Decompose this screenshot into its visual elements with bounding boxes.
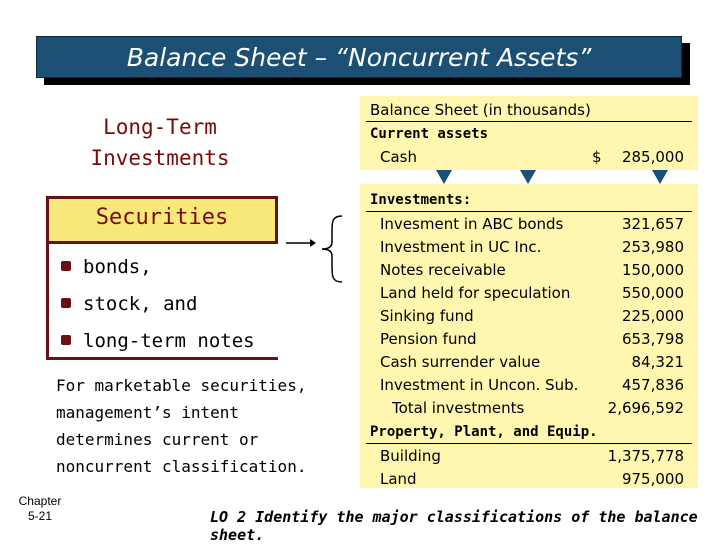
total-investments-label: Total investments — [392, 399, 525, 417]
investment-label: Investment in Uncon. Sub. — [380, 376, 579, 394]
investment-value: 84,321 — [631, 353, 684, 371]
divider — [366, 121, 692, 122]
triangle-down-icon — [652, 170, 668, 184]
investment-value: 321,657 — [621, 215, 684, 233]
bullet-icon — [61, 261, 71, 271]
list-item — [61, 330, 255, 352]
heading-line-2: Investments — [90, 146, 230, 170]
note-line: management’s intent — [56, 403, 240, 422]
securities-list — [46, 244, 278, 360]
investment-label: Investment in UC Inc. — [380, 238, 542, 256]
investment-value: 150,000 — [621, 261, 684, 279]
chapter-label — [10, 494, 70, 524]
title-bar — [36, 36, 682, 78]
learning-objective: LO 2 Identify the major classifications of the balance sheet. — [210, 508, 698, 544]
cash-currency: $ — [592, 148, 602, 166]
investment-label: Notes receivable — [380, 261, 506, 279]
investments-heading: Investments: — [370, 192, 472, 208]
list-item — [61, 293, 197, 315]
cash-label: Cash — [380, 148, 417, 166]
current-assets-heading: Current assets — [370, 126, 489, 142]
heading-line-1: Long-Term — [103, 115, 217, 139]
investment-value: 225,000 — [621, 307, 684, 325]
list-item — [61, 256, 152, 278]
investment-value: 253,980 — [621, 238, 684, 256]
triangle-down-icon — [520, 170, 536, 184]
balance-sheet-header — [370, 101, 591, 119]
investment-label: Land held for speculation — [380, 284, 571, 302]
securities-box — [46, 196, 278, 244]
note-line: determines current or — [56, 430, 259, 449]
investment-value: 457,836 — [621, 376, 684, 394]
ppe-label: Building — [380, 447, 441, 465]
page-title: Balance Sheet – “Noncurrent Assets” — [126, 43, 592, 72]
investment-label: Cash surrender value — [380, 353, 541, 371]
chapter-line-2: 5-21 — [27, 509, 53, 523]
investment-value: 653,798 — [621, 330, 684, 348]
divider — [366, 443, 692, 444]
ppe-label: Land — [380, 470, 417, 488]
arrow-right-icon — [286, 238, 316, 248]
investment-label: Invesment in ABC bonds — [380, 215, 564, 233]
divider — [366, 211, 692, 212]
ppe-value: 975,000 — [621, 470, 684, 488]
marketable-securities-note — [56, 372, 316, 480]
header-unit: (in thousands) — [482, 101, 591, 119]
note-line: For marketable securities, — [56, 376, 307, 395]
ppe-value: 1,375,778 — [607, 447, 684, 465]
bullet-text: stock, and — [83, 293, 198, 315]
brace-icon — [318, 214, 348, 284]
bullet-icon — [61, 335, 71, 345]
chapter-line-1: Chapter — [18, 494, 62, 508]
investment-value: 550,000 — [621, 284, 684, 302]
triangle-down-icon — [436, 170, 452, 184]
header-label: Balance Sheet — [370, 101, 478, 119]
bullet-text: bonds, — [83, 256, 152, 278]
note-line: noncurrent classification. — [56, 457, 307, 476]
investment-label: Sinking fund — [380, 307, 474, 325]
bullet-icon — [61, 298, 71, 308]
cash-value: 285,000 — [621, 148, 684, 166]
bullet-text: long-term notes — [83, 330, 255, 352]
ppe-heading: Property, Plant, and Equip. — [370, 424, 598, 440]
investment-label: Pension fund — [380, 330, 477, 348]
long-term-investments-heading — [40, 112, 280, 174]
total-investments-value: 2,696,592 — [607, 399, 684, 417]
securities-title: Securities — [95, 205, 229, 230]
